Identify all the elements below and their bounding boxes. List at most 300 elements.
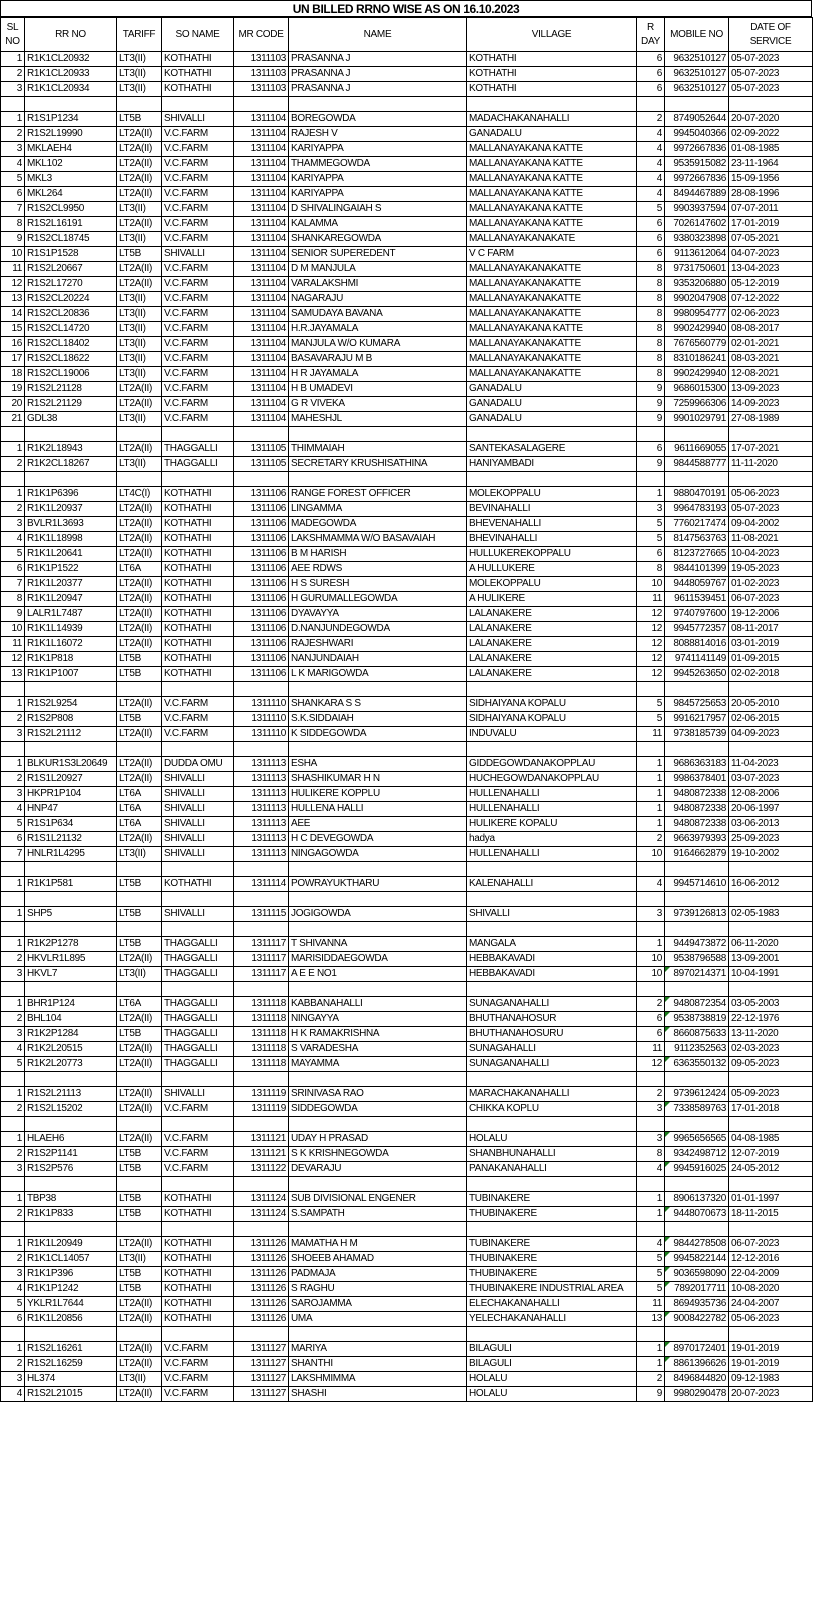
table-cell: KOTHATHI (162, 67, 234, 82)
table-cell: 1311110 (234, 697, 289, 712)
table-cell: V.C.FARM (162, 172, 234, 187)
table-cell: 9480872338 (665, 817, 729, 832)
table-cell: 4 (1, 1282, 25, 1297)
table-cell: GIDDEGOWDANAKOPPLAU (467, 757, 637, 772)
empty-cell (467, 1327, 637, 1342)
empty-cell (162, 1327, 234, 1342)
table-cell: R1K1L20856 (25, 1312, 117, 1327)
table-cell: SHIVALLI (162, 772, 234, 787)
table-cell: KOTHATHI (162, 547, 234, 562)
table-cell: LALANAKERE (467, 622, 637, 637)
table-cell: KOTHATHI (162, 1312, 234, 1327)
table-cell: 1311118 (234, 1057, 289, 1072)
table-cell: LT5B (117, 877, 162, 892)
empty-cell (162, 1222, 234, 1237)
table-cell: LT3(II) (117, 352, 162, 367)
empty-cell (1, 742, 25, 757)
empty-cell (289, 472, 467, 487)
table-cell: SIDHAIYANA KOPALU (467, 712, 637, 727)
table-cell: V.C.FARM (162, 127, 234, 142)
table-cell: 6 (1, 187, 25, 202)
table-cell: 1311119 (234, 1102, 289, 1117)
table-cell: LT2A(II) (117, 637, 162, 652)
table-cell: V.C.FARM (162, 157, 234, 172)
table-cell: 8 (637, 352, 665, 367)
empty-cell (1, 682, 25, 697)
empty-cell (234, 892, 289, 907)
empty-cell (162, 1117, 234, 1132)
table-row (1, 1342, 813, 1357)
table-cell: LT3(II) (117, 202, 162, 217)
table-cell: 5 (637, 1282, 665, 1297)
table-cell: 8 (637, 262, 665, 277)
table-cell: LT2A(II) (117, 832, 162, 847)
table-row (1, 352, 813, 367)
table-cell: 9686363183 (665, 757, 729, 772)
table-cell: PRASANNA J (289, 52, 467, 67)
table-cell: R1S2P808 (25, 712, 117, 727)
table-cell: V.C.FARM (162, 382, 234, 397)
empty-cell (467, 922, 637, 937)
empty-cell (665, 862, 729, 877)
blank-row (1, 97, 813, 112)
table-row (1, 127, 813, 142)
table-row (1, 112, 813, 127)
table-cell: SHP5 (25, 907, 117, 922)
empty-cell (117, 682, 162, 697)
table-cell: 9902429940 (665, 367, 729, 382)
empty-cell (117, 1177, 162, 1192)
table-cell: LT3(II) (117, 457, 162, 472)
table-cell: D M MANJULA (289, 262, 467, 277)
table-cell: 7760217474 (665, 517, 729, 532)
table-cell: 4 (637, 1162, 665, 1177)
table-cell: SHIVALLI (162, 907, 234, 922)
table-cell: 3 (1, 727, 25, 742)
empty-cell (289, 1327, 467, 1342)
table-cell: THUBINAKERE INDUSTRIAL AREA (467, 1282, 637, 1297)
table-cell: 3 (637, 1132, 665, 1147)
table-row (1, 1147, 813, 1162)
header-cell: TARIFF (117, 18, 162, 52)
table-cell: LT3(II) (117, 967, 162, 982)
empty-cell (25, 1117, 117, 1132)
table-cell: 6 (637, 547, 665, 562)
table-cell: ESHA (289, 757, 467, 772)
table-cell: 12-08-2021 (729, 367, 813, 382)
table-cell: LALANAKERE (467, 667, 637, 682)
table-cell: 11 (1, 262, 25, 277)
empty-cell (1, 892, 25, 907)
empty-cell (234, 472, 289, 487)
empty-cell (117, 922, 162, 937)
table-cell: BHEVENAHALLI (467, 517, 637, 532)
table-cell: 04-08-1985 (729, 1132, 813, 1147)
table-cell: SHASHI (289, 1387, 467, 1402)
table-cell: 2 (1, 772, 25, 787)
table-cell: MKLAEH4 (25, 142, 117, 157)
table-cell: MAHESHJL (289, 412, 467, 427)
empty-cell (289, 427, 467, 442)
table-cell: 19-01-2019 (729, 1357, 813, 1372)
empty-cell (729, 97, 813, 112)
table-cell: BHEVINAHALLI (467, 532, 637, 547)
table-cell: R1S2L21112 (25, 727, 117, 742)
table-cell: 02-05-1983 (729, 907, 813, 922)
table-cell: 9 (637, 457, 665, 472)
empty-cell (637, 742, 665, 757)
table-cell: KOTHATHI (162, 487, 234, 502)
table-cell: 25-09-2023 (729, 832, 813, 847)
table-cell: R1S2L20667 (25, 262, 117, 277)
table-cell: V C FARM (467, 247, 637, 262)
empty-cell (289, 1072, 467, 1087)
table-cell: 20-07-2023 (729, 1387, 813, 1402)
table-cell: 9611669055 (665, 442, 729, 457)
table-row (1, 622, 813, 637)
table-cell: 3 (1, 967, 25, 982)
empty-cell (25, 472, 117, 487)
table-cell: HULLENAHALLI (467, 847, 637, 862)
table-cell: 1311113 (234, 817, 289, 832)
table-cell: HOLALU (467, 1372, 637, 1387)
table-cell: 06-07-2023 (729, 1237, 813, 1252)
table-cell: 05-12-2019 (729, 277, 813, 292)
empty-cell (1, 1072, 25, 1087)
table-cell: 1311106 (234, 652, 289, 667)
table-cell: 8 (637, 292, 665, 307)
table-cell: LT5B (117, 1147, 162, 1162)
table-cell: 1311106 (234, 517, 289, 532)
table-cell: 1 (1, 877, 25, 892)
table-cell: 3 (1, 142, 25, 157)
table-row (1, 367, 813, 382)
table-cell: 9741141149 (665, 652, 729, 667)
table-cell: 1 (1, 442, 25, 457)
table-cell: 3 (637, 1102, 665, 1117)
table-cell: 2 (637, 997, 665, 1012)
table-cell: LT2A(II) (117, 1357, 162, 1372)
table-body (1, 52, 813, 1402)
table-cell: SHIVALLI (162, 817, 234, 832)
table-cell: 6 (637, 1012, 665, 1027)
table-cell: 11 (1, 637, 25, 652)
table-cell: KOTHATHI (162, 502, 234, 517)
table-cell: 09-05-2023 (729, 1057, 813, 1072)
table-cell: 9448070673 (665, 1207, 729, 1222)
table-cell: 8496844820 (665, 1372, 729, 1387)
table-cell: 8861396626 (665, 1357, 729, 1372)
table-cell: KOTHATHI (162, 1237, 234, 1252)
table-cell: MKL264 (25, 187, 117, 202)
table-cell: G R VIVEKA (289, 397, 467, 412)
table-cell: 09-04-2002 (729, 517, 813, 532)
table-cell: LT2A(II) (117, 1087, 162, 1102)
table-cell: 1311106 (234, 637, 289, 652)
table-row (1, 562, 813, 577)
table-cell: HULLENAHALLI (467, 802, 637, 817)
table-cell: A E E NO1 (289, 967, 467, 982)
table-cell: LT2A(II) (117, 1237, 162, 1252)
table-cell: LT6A (117, 997, 162, 1012)
table-cell: 9945040366 (665, 127, 729, 142)
table-cell: 9 (637, 397, 665, 412)
table-cell: LT2A(II) (117, 697, 162, 712)
table-cell: MALLANAYAKANAKATTE (467, 307, 637, 322)
table-cell: DEVARAJU (289, 1162, 467, 1177)
table-cell: SHANBHUNAHALLI (467, 1147, 637, 1162)
table-cell: SANTEKASALAGERE (467, 442, 637, 457)
empty-cell (729, 1222, 813, 1237)
empty-cell (637, 922, 665, 937)
table-cell: NANJUNDAIAH (289, 652, 467, 667)
table-cell: 19-10-2002 (729, 847, 813, 862)
table-row (1, 1162, 813, 1177)
table-cell: R1K2L20515 (25, 1042, 117, 1057)
table-cell: LT2A(II) (117, 382, 162, 397)
table-cell: R1K1L20641 (25, 547, 117, 562)
table-cell: 1311121 (234, 1132, 289, 1147)
table-cell: SUNAGANAHALLI (467, 1057, 637, 1072)
table-cell: 22-04-2009 (729, 1267, 813, 1282)
table-cell: 1311118 (234, 1027, 289, 1042)
table-cell: 13-11-2020 (729, 1027, 813, 1042)
table-cell: KARIYAPPA (289, 172, 467, 187)
empty-cell (467, 97, 637, 112)
table-cell: 01-08-1985 (729, 142, 813, 157)
table-cell: 9844278508 (665, 1237, 729, 1252)
table-cell: THIMMAIAH (289, 442, 467, 457)
table-cell: LT3(II) (117, 1252, 162, 1267)
table-cell: V.C.FARM (162, 397, 234, 412)
empty-cell (25, 892, 117, 907)
table-cell: LT2A(II) (117, 502, 162, 517)
table-cell: MALLANAYAKANA KATTE (467, 172, 637, 187)
table-cell: 12 (637, 667, 665, 682)
empty-cell (637, 682, 665, 697)
table-cell: 8906137320 (665, 1192, 729, 1207)
empty-cell (162, 862, 234, 877)
table-cell: 8088814016 (665, 637, 729, 652)
table-cell: 9480872354 (665, 997, 729, 1012)
empty-cell (25, 1072, 117, 1087)
table-cell: BILAGULI (467, 1342, 637, 1357)
table-row (1, 202, 813, 217)
table-row (1, 772, 813, 787)
table-cell: 02-06-2023 (729, 307, 813, 322)
table-cell: 05-07-2023 (729, 67, 813, 82)
table-cell: LT6A (117, 817, 162, 832)
table-cell: LT2A(II) (117, 517, 162, 532)
table-cell: 9632510127 (665, 52, 729, 67)
table-cell: 9844588777 (665, 457, 729, 472)
table-cell: 3 (637, 907, 665, 922)
table-cell: 1311104 (234, 157, 289, 172)
empty-cell (162, 1177, 234, 1192)
table-cell: 1311106 (234, 667, 289, 682)
table-cell: S RAGHU (289, 1282, 467, 1297)
table-cell: TUBINAKERE (467, 1192, 637, 1207)
table-cell: 14 (1, 307, 25, 322)
table-cell: LT2A(II) (117, 757, 162, 772)
table-row (1, 1312, 813, 1327)
table-cell: V.C.FARM (162, 322, 234, 337)
table-cell: THAMMEGOWDA (289, 157, 467, 172)
table-cell: MALLANAYAKANA KATTE (467, 157, 637, 172)
table-cell: 1 (1, 112, 25, 127)
table-cell: 1 (637, 757, 665, 772)
table-cell: LT6A (117, 802, 162, 817)
table-cell: 2 (1, 952, 25, 967)
table-cell: 9 (637, 1387, 665, 1402)
table-cell: 11 (637, 727, 665, 742)
table-row (1, 187, 813, 202)
table-cell: D SHIVALINGAIAH S (289, 202, 467, 217)
table-row (1, 1282, 813, 1297)
table-cell: LT2A(II) (117, 397, 162, 412)
table-cell: 11 (637, 1042, 665, 1057)
table-cell: MKL102 (25, 157, 117, 172)
table-cell: A HULLUKERE (467, 562, 637, 577)
table-cell: 03-01-2019 (729, 637, 813, 652)
table-cell: 9 (1, 232, 25, 247)
empty-cell (289, 922, 467, 937)
table-cell: 15 (1, 322, 25, 337)
table-cell: BILAGULI (467, 1357, 637, 1372)
blank-row (1, 1222, 813, 1237)
table-row (1, 637, 813, 652)
table-cell: LT3(II) (117, 1372, 162, 1387)
table-cell: MALLANAYAKANAKATTE (467, 292, 637, 307)
empty-cell (117, 1117, 162, 1132)
table-cell: 19-05-2023 (729, 562, 813, 577)
table-cell: KOTHATHI (162, 1297, 234, 1312)
table-cell: 1 (637, 817, 665, 832)
table-cell: HLAEH6 (25, 1132, 117, 1147)
table-cell: RAJESH V (289, 127, 467, 142)
table-row (1, 142, 813, 157)
table-cell: 20-07-2020 (729, 112, 813, 127)
table-cell: SHIVALLI (467, 907, 637, 922)
table-cell: LT5B (117, 667, 162, 682)
table-cell: HNLR1L4295 (25, 847, 117, 862)
table-cell: 1311113 (234, 847, 289, 862)
table-cell: R1S2L16261 (25, 1342, 117, 1357)
table-cell: THAGGALLI (162, 952, 234, 967)
table-cell: R1S1L21132 (25, 832, 117, 847)
table-cell: LT5B (117, 1282, 162, 1297)
empty-cell (467, 1177, 637, 1192)
table-cell: 1311106 (234, 622, 289, 637)
table-cell: 1 (1, 907, 25, 922)
table-cell: LT2A(II) (117, 127, 162, 142)
table-cell: 1 (1, 52, 25, 67)
table-cell: GANADALU (467, 412, 637, 427)
table-cell: V.C.FARM (162, 217, 234, 232)
table-cell: BHUTHANAHOSUR (467, 1012, 637, 1027)
empty-cell (729, 982, 813, 997)
table-cell: NAGARAJU (289, 292, 467, 307)
table-cell: HL374 (25, 1372, 117, 1387)
table-cell: LT3(II) (117, 67, 162, 82)
table-cell: MALLANAYAKANA KATTE (467, 217, 637, 232)
table-cell: 14-09-2023 (729, 397, 813, 412)
table-row (1, 1012, 813, 1027)
table-cell: 9 (1, 607, 25, 622)
table-cell: 4 (1, 1042, 25, 1057)
table-cell: V.C.FARM (162, 1342, 234, 1357)
table-cell: LT6A (117, 787, 162, 802)
table-cell: LT3(II) (117, 292, 162, 307)
table-cell: SHIVALLI (162, 832, 234, 847)
table-cell: SUNAGAHALLI (467, 1042, 637, 1057)
table-cell: 21 (1, 412, 25, 427)
table-cell: 1311104 (234, 292, 289, 307)
empty-cell (665, 472, 729, 487)
table-cell: R1S2CL19006 (25, 367, 117, 382)
table-cell: R1K1CL20934 (25, 82, 117, 97)
table-cell: SENIOR SUPEREDENT (289, 247, 467, 262)
table-cell: 4 (637, 187, 665, 202)
table-cell: 9945263650 (665, 667, 729, 682)
table-cell: 1311126 (234, 1312, 289, 1327)
table-cell: 5 (1, 1297, 25, 1312)
table-cell: HKVLR1L895 (25, 952, 117, 967)
table-cell: MANGALA (467, 937, 637, 952)
table-cell: V.C.FARM (162, 187, 234, 202)
table-cell: 6 (1, 1312, 25, 1327)
empty-cell (637, 1327, 665, 1342)
table-cell: LT2A(II) (117, 442, 162, 457)
unbilled-table (0, 17, 813, 1402)
table-cell: 2 (1, 1147, 25, 1162)
table-cell: LT5B (117, 247, 162, 262)
table-cell: 1311104 (234, 217, 289, 232)
table-cell: 2 (637, 1372, 665, 1387)
table-cell: AEE RDWS (289, 562, 467, 577)
table-cell: HULLUKEREKOPPALU (467, 547, 637, 562)
table-cell: 3 (1, 1372, 25, 1387)
table-cell: LT3(II) (117, 82, 162, 97)
table-cell: 5 (637, 532, 665, 547)
table-cell: MKL3 (25, 172, 117, 187)
table-cell: 03-07-2023 (729, 772, 813, 787)
table-cell: LT2A(II) (117, 187, 162, 202)
table-cell: 9448059767 (665, 577, 729, 592)
table-row (1, 517, 813, 532)
table-cell: 8 (1, 217, 25, 232)
table-cell: R1S2L21129 (25, 397, 117, 412)
table-cell: 18-11-2015 (729, 1207, 813, 1222)
table-cell: V.C.FARM (162, 697, 234, 712)
empty-cell (637, 1072, 665, 1087)
table-cell: HANIYAMBADI (467, 457, 637, 472)
table-cell: UDAY H PRASAD (289, 1132, 467, 1147)
table-cell: 01-09-2015 (729, 652, 813, 667)
table-cell: BASAVARAJU M B (289, 352, 467, 367)
table-cell: 1311104 (234, 367, 289, 382)
blank-row (1, 982, 813, 997)
table-cell: 11-11-2020 (729, 457, 813, 472)
table-cell: 05-06-2023 (729, 1312, 813, 1327)
table-cell: SHIVALLI (162, 787, 234, 802)
table-row (1, 952, 813, 967)
table-cell: 1311124 (234, 1192, 289, 1207)
table-cell: 8749052644 (665, 112, 729, 127)
table-cell: MARIYA (289, 1342, 467, 1357)
blank-row (1, 922, 813, 937)
table-cell: 1311126 (234, 1297, 289, 1312)
